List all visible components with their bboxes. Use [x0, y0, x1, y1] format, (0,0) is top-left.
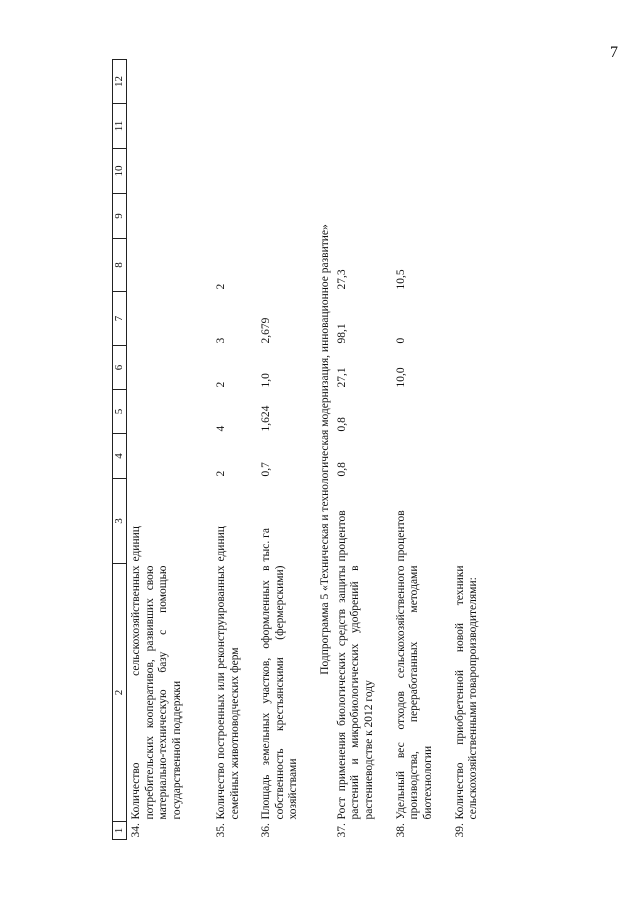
value-cell: 0,7	[260, 462, 272, 477]
value-cell: 0,8	[335, 462, 348, 477]
value-cell: 2	[215, 381, 227, 388]
header-cell: 3	[113, 479, 127, 564]
value-cell	[127, 104, 213, 149]
value-cell: 98,1	[335, 323, 348, 344]
value-cell	[392, 104, 451, 149]
value-cell: 10,0	[394, 367, 407, 388]
value-cell	[333, 149, 392, 194]
value-cell	[451, 149, 498, 194]
row-number: 35.	[215, 823, 227, 838]
header-cell: 11	[113, 104, 127, 149]
value-cell	[333, 194, 392, 239]
table-row	[127, 60, 213, 840]
value-cell	[451, 239, 498, 292]
value-cell	[127, 60, 213, 104]
header-cell: 7	[113, 292, 127, 346]
indicator-name: Количество построенных или реконструированных семейных животноводческих ферм	[215, 565, 241, 820]
value-cell	[257, 60, 316, 104]
indicator-name: Площадь земельных участков, оформленных в собственность крестьянскими (фермерскими) хозяйствами	[260, 565, 299, 820]
value-cell: 27,3	[335, 269, 348, 290]
header-cell: 10	[113, 149, 127, 194]
rotated-table-page	[112, 60, 542, 840]
header-cell: 8	[113, 239, 127, 292]
column-number-header	[113, 60, 127, 840]
page-number: 7	[610, 44, 618, 61]
value-cell	[127, 194, 213, 239]
value-cell: 0	[394, 337, 407, 344]
row-number: 36.	[260, 823, 272, 838]
table-row	[257, 60, 316, 840]
value-cell	[212, 149, 257, 194]
value-cell: 10,5	[394, 269, 407, 290]
row-number: 38.	[394, 823, 407, 838]
table-row	[212, 60, 257, 840]
value-cell	[127, 346, 213, 390]
value-cell	[451, 390, 498, 434]
header-cell: 9	[113, 194, 127, 239]
header-cell: 12	[113, 60, 127, 104]
indicator-name: Количество приобретенной новой техники сельскохозяйственными товаропроизводителями:	[453, 565, 479, 820]
value-cell	[257, 104, 316, 149]
value-cell	[212, 104, 257, 149]
value-cell: 0,8	[335, 417, 348, 432]
value-cell	[451, 104, 498, 149]
subprogram-row	[316, 60, 333, 840]
value-cell: 3	[215, 337, 227, 344]
table-row	[451, 60, 498, 840]
value-cell	[127, 239, 213, 292]
header-cell: 1	[113, 822, 127, 840]
header-cell: 6	[113, 346, 127, 390]
value-cell	[392, 60, 451, 104]
value-cell	[392, 149, 451, 194]
value-cell	[333, 60, 392, 104]
table-row	[392, 60, 451, 840]
subprogram-title: Подпрограмма 5 «Техническая и технологическая модернизация, инновационное развитие»	[319, 224, 331, 675]
unit-cell: единиц	[130, 526, 142, 562]
value-cell	[212, 194, 257, 239]
value-cell	[257, 194, 316, 239]
unit-cell: процентов	[394, 510, 407, 562]
unit-cell	[451, 479, 498, 564]
value-cell: 1,624	[260, 405, 272, 432]
header-cell: 5	[113, 390, 127, 434]
value-cell: 27,1	[335, 367, 348, 388]
indicator-name: Рост применения биологических средств защиты растений и микробиологических удобрений в растениеводстве к 2012 году	[335, 565, 375, 820]
value-cell	[451, 60, 498, 104]
indicators-table	[112, 59, 498, 840]
value-cell	[451, 292, 498, 346]
value-cell: 2	[215, 283, 227, 290]
value-cell	[333, 104, 392, 149]
value-cell	[212, 60, 257, 104]
row-number: 37.	[335, 823, 348, 838]
value-cell	[127, 390, 213, 434]
value-cell	[451, 346, 498, 390]
value-cell	[127, 292, 213, 346]
value-cell	[127, 434, 213, 479]
unit-cell: единиц	[215, 526, 227, 562]
unit-cell: процентов	[335, 510, 348, 562]
value-cell: 4	[215, 425, 227, 432]
value-cell	[392, 390, 451, 434]
row-number: 39.	[453, 823, 466, 838]
header-cell: 4	[113, 434, 127, 479]
indicator-name: Количество сельскохозяйственных потребительских кооперативов, развивших свою материально-техническую базу с помощью государственной поддержки	[130, 565, 183, 820]
row-number: 34.	[130, 823, 142, 838]
header-cell: 2	[113, 564, 127, 822]
value-cell	[392, 194, 451, 239]
value-cell	[127, 149, 213, 194]
value-cell	[257, 239, 316, 292]
value-cell	[392, 434, 451, 479]
value-cell: 1,0	[260, 373, 272, 388]
table-row	[333, 60, 392, 840]
value-cell: 2	[215, 470, 227, 477]
value-cell	[451, 434, 498, 479]
value-cell	[451, 194, 498, 239]
value-cell: 2,679	[260, 317, 272, 344]
value-cell	[257, 149, 316, 194]
unit-cell: тыс. га	[260, 528, 272, 562]
indicator-name: Удельный вес отходов сельскохозяйственного производства, переработанных методами биотехнологии	[394, 565, 434, 820]
